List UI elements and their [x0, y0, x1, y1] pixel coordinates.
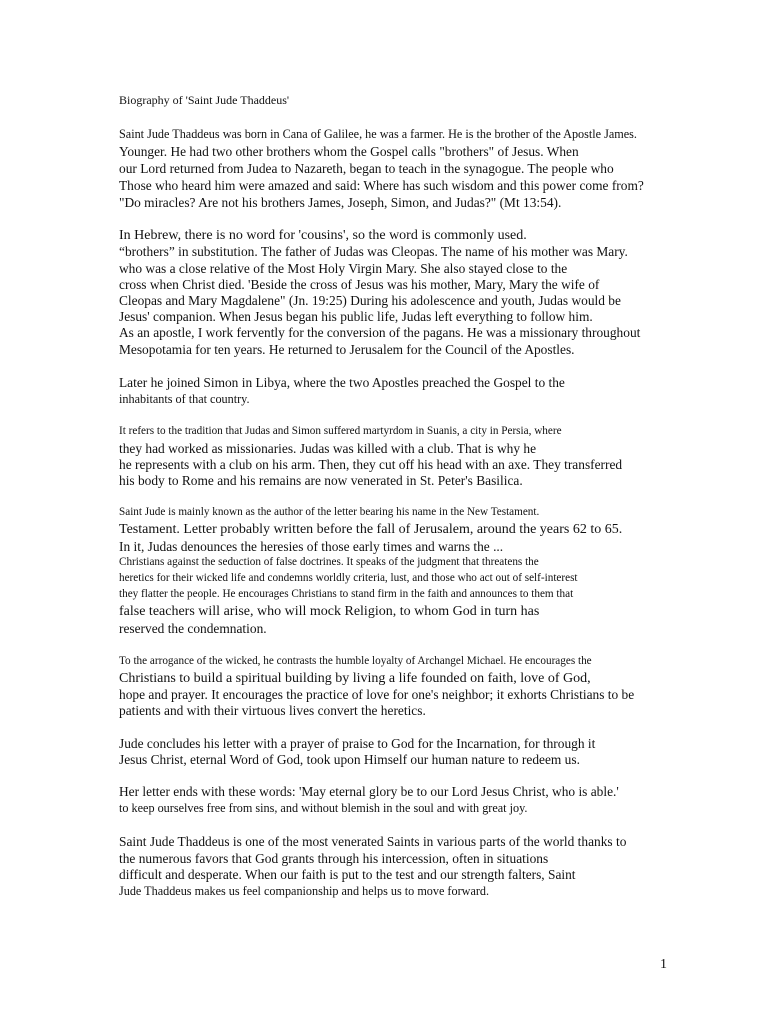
- page-number: 1: [660, 957, 667, 972]
- text-line: they flatter the people. He encourages Christians to stand firm in the faith and announces to them that: [119, 588, 574, 600]
- text-line: "Do miracles? Are not his brothers James, Joseph, Simon, and Judas?" (Mt 13:54).: [119, 195, 562, 210]
- text-line: Christians to build a spiritual building by living a life founded on faith, love of God,: [119, 671, 591, 686]
- text-line: difficult and desperate. When our faith is put to the test and our strength falters, Saint: [119, 867, 576, 882]
- text-line: Mesopotamia for ten years. He returned to Jerusalem for the Council of the Apostles.: [119, 342, 575, 357]
- text-line: Saint Jude Thaddeus is one of the most venerated Saints in various parts of the world thanks to: [119, 834, 627, 849]
- text-line: Christians against the seduction of false doctrines. It speaks of the judgment that threatens the: [119, 556, 539, 568]
- text-line: who was a close relative of the Most Holy Virgin Mary. She also stayed close to the: [119, 261, 568, 276]
- text-line: to keep ourselves free from sins, and without blemish in the soul and with great joy.: [119, 801, 528, 815]
- text-line: Those who heard him were amazed and said: Where has such wisdom and this power come from?: [119, 178, 644, 193]
- text-line: Younger. He had two other brothers whom the Gospel calls "brothers" of Jesus. When: [119, 144, 579, 159]
- text-line: Jude concludes his letter with a prayer of praise to God for the Incarnation, for through it: [119, 736, 596, 751]
- text-line: Later he joined Simon in Libya, where the two Apostles preached the Gospel to the: [119, 375, 565, 390]
- text-line: cross when Christ died. 'Beside the cross of Jesus was his mother, Mary, Mary the wife of: [119, 277, 600, 292]
- text-line: To the arrogance of the wicked, he contrasts the humble loyalty of Archangel Michael. He encourages the: [119, 655, 592, 667]
- text-line: In it, Judas denounces the heresies of those early times and warns the ...: [119, 539, 504, 554]
- text-line: Her letter ends with these words: 'May eternal glory be to our Lord Jesus Christ, who is able.': [119, 784, 619, 799]
- text-line: false teachers will arise, who will mock Religion, to whom God in turn has: [119, 604, 540, 619]
- text-line: Testament. Letter probably written before the fall of Jerusalem, around the years 62 to 65.: [119, 522, 623, 537]
- text-line: As an apostle, I work fervently for the conversion of the pagans. He was a missionary throughout: [119, 325, 641, 340]
- text-line: they had worked as missionaries. Judas was killed with a club. That is why he: [119, 441, 537, 456]
- document-title: Biography of 'Saint Jude Thaddeus': [119, 93, 290, 107]
- text-line: Jude Thaddeus makes us feel companionship and helps us to move forward.: [119, 884, 490, 898]
- text-line: It refers to the tradition that Judas and Simon suffered martyrdom in Suanis, a city in Persia, where: [119, 425, 562, 437]
- text-line: patients and with their virtuous lives convert the heretics.: [119, 703, 426, 718]
- text-line: he represents with a club on his arm. Then, they cut off his head with an axe. They transferred: [119, 457, 623, 472]
- text-line: his body to Rome and his remains are now venerated in St. Peter's Basilica.: [119, 473, 523, 488]
- text-line: In Hebrew, there is no word for 'cousins', so the word is commonly used.: [119, 228, 527, 243]
- text-line: hope and prayer. It encourages the practice of love for one's neighbor; it exhorts Christians to be: [119, 687, 635, 702]
- text-line: our Lord returned from Judea to Nazareth, began to teach in the synagogue. The people who: [119, 161, 614, 176]
- text-line: the numerous favors that God grants through his intercession, often in situations: [119, 851, 549, 866]
- text-line: inhabitants of that country.: [119, 392, 250, 406]
- text-line: Saint Jude Thaddeus was born in Cana of Galilee, he was a farmer. He is the brother of the Apostle James.: [119, 127, 637, 141]
- text-line: heretics for their wicked life and condemns worldly criteria, lust, and those who act out of self-interest: [119, 572, 578, 584]
- text-line: Jesus' companion. When Jesus began his public life, Judas left everything to follow him.: [119, 309, 593, 324]
- text-line: Saint Jude is mainly known as the author of the letter bearing his name in the New Testament.: [119, 506, 540, 518]
- text-line: reserved the condemnation.: [119, 621, 267, 636]
- text-line: “brothers” in substitution. The father of Judas was Cleopas. The name of his mother was Mary.: [119, 244, 628, 259]
- text-line: Jesus Christ, eternal Word of God, took upon Himself our human nature to redeem us.: [119, 752, 580, 767]
- text-line: Cleopas and Mary Magdalene" (Jn. 19:25) During his adolescence and youth, Judas would be: [119, 293, 621, 308]
